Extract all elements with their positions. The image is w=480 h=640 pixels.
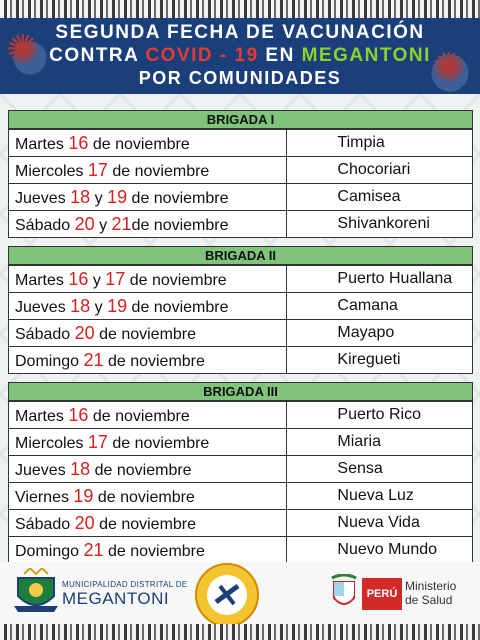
day-number: 17 <box>87 159 108 180</box>
table-row <box>9 293 473 320</box>
date-text: Martes <box>15 271 69 289</box>
day-number: 20 <box>74 322 95 343</box>
date-cell <box>9 456 287 483</box>
day-number: 19 <box>73 485 94 506</box>
table-row <box>9 537 473 564</box>
date-text: Domingo <box>15 352 84 370</box>
community-cell: Chocoriari <box>287 157 473 184</box>
table-row <box>9 483 473 510</box>
schedule-table <box>8 401 473 564</box>
table-row <box>9 184 473 211</box>
brigade-2-table <box>8 246 473 374</box>
date-cell <box>9 266 287 293</box>
peru-coat-of-arms-icon <box>330 574 358 612</box>
date-text: Martes <box>15 407 69 425</box>
date-cell <box>9 320 287 347</box>
ministerio-label <box>405 579 456 607</box>
brigade-1-table <box>8 110 473 238</box>
date-text: de noviembre <box>103 542 205 560</box>
diresa-cusco-seal-icon <box>194 562 260 628</box>
date-text: Miercoles <box>15 162 88 180</box>
brigade-title: BRIGADA II <box>8 246 473 265</box>
coronavirus-icon: ✺ <box>6 28 40 72</box>
peru-label: PERÚ <box>362 578 402 610</box>
date-text: de noviembre <box>127 189 229 207</box>
municipal-crest-icon <box>14 568 58 616</box>
day-number: 16 <box>68 404 89 425</box>
decorative-bottom-pattern <box>0 624 480 640</box>
date-text: de noviembre <box>88 135 190 153</box>
date-text: y <box>90 298 108 316</box>
date-cell <box>9 184 287 211</box>
ministerio-line2: de Salud <box>405 593 453 607</box>
date-text: y <box>94 216 112 234</box>
community-cell: Miaria <box>287 429 473 456</box>
community-cell: Nueva Vida <box>287 510 473 537</box>
header-title-line2: CONTRA COVID - 19 EN MEGANTONI <box>49 45 431 66</box>
community-cell: Sensa <box>287 456 473 483</box>
date-text: de noviembre <box>103 352 205 370</box>
date-text: de noviembre <box>107 434 210 452</box>
community-cell: Kiregueti <box>287 347 473 374</box>
day-number: 18 <box>70 458 91 479</box>
header-title-line3: POR COMUNIDADES <box>138 68 342 88</box>
date-text: de noviembre <box>94 325 197 343</box>
community-cell: Camana <box>287 293 473 320</box>
date-text: de noviembre <box>94 515 197 533</box>
date-text: y <box>88 271 106 289</box>
date-text: de noviembre <box>93 488 195 506</box>
community-cell: Shivankoreni <box>287 211 473 238</box>
date-text: de noviembre <box>127 298 229 316</box>
date-text: de noviembre <box>88 407 190 425</box>
covid-label: COVID - 19 <box>145 45 259 66</box>
date-cell <box>9 293 287 320</box>
community-cell: Nueva Luz <box>287 483 473 510</box>
brigade-3-table <box>8 382 473 564</box>
date-text: Jueves <box>15 298 71 316</box>
ministerio-line1: Ministerio <box>405 579 457 593</box>
date-text: de noviembre <box>90 461 192 479</box>
table-row <box>9 510 473 537</box>
day-number: 17 <box>87 431 108 452</box>
day-number: 19 <box>107 295 128 316</box>
header-title-line1: SEGUNDA FECHA DE VACUNACIÓN <box>55 22 425 43</box>
municipality-name <box>62 580 187 609</box>
day-number: 16 <box>68 268 89 289</box>
date-cell <box>9 429 287 456</box>
date-text: Martes <box>15 135 69 153</box>
decorative-top-pattern <box>0 0 480 18</box>
day-number: 16 <box>68 132 89 153</box>
table-row <box>9 157 473 184</box>
day-number: 21 <box>83 539 104 560</box>
date-text: de noviembre <box>131 216 229 234</box>
municipality-small-label: MUNICIPALIDAD DISTRITAL DE <box>62 580 188 589</box>
day-number: 21 <box>83 349 104 370</box>
table-row <box>9 266 473 293</box>
date-text: de noviembre <box>107 162 210 180</box>
date-text: Jueves <box>15 461 71 479</box>
day-number: 17 <box>105 268 126 289</box>
brigade-title: BRIGADA III <box>8 382 473 401</box>
table-row <box>9 211 473 238</box>
coronavirus-icon: ✺ <box>432 46 466 90</box>
day-number: 18 <box>70 295 91 316</box>
day-number: 20 <box>74 512 95 533</box>
date-text: Domingo <box>15 542 84 560</box>
megantoni-label: MEGANTONI <box>301 45 431 66</box>
day-number: 19 <box>107 186 128 207</box>
date-cell <box>9 402 287 429</box>
table-row <box>9 456 473 483</box>
date-text: y <box>90 189 108 207</box>
table-row <box>9 347 473 374</box>
date-text: Sábado <box>15 515 75 533</box>
table-row <box>9 402 473 429</box>
date-cell <box>9 157 287 184</box>
date-cell <box>9 483 287 510</box>
community-cell: Timpia <box>287 130 473 157</box>
community-cell: Mayapo <box>287 320 473 347</box>
date-cell <box>9 510 287 537</box>
community-cell: Nuevo Mundo <box>287 537 473 564</box>
municipality-big-label: MEGANTONI <box>62 589 170 608</box>
date-text: Viernes <box>15 488 74 506</box>
date-text: de noviembre <box>125 271 227 289</box>
date-text: Jueves <box>15 189 71 207</box>
date-cell <box>9 537 287 564</box>
table-row <box>9 429 473 456</box>
date-cell <box>9 211 287 238</box>
community-cell: Camisea <box>287 184 473 211</box>
table-row <box>9 130 473 157</box>
day-number: 20 <box>74 213 95 234</box>
table-row <box>9 320 473 347</box>
date-cell <box>9 347 287 374</box>
schedule-table <box>8 129 473 238</box>
date-text: Sábado <box>15 216 75 234</box>
community-cell: Puerto Rico <box>287 402 473 429</box>
day-number: 21 <box>111 213 132 234</box>
day-number: 18 <box>70 186 91 207</box>
community-cell: Puerto Huallana <box>287 266 473 293</box>
schedule-table <box>8 265 473 374</box>
brigade-title: BRIGADA I <box>8 110 473 129</box>
date-text: Miercoles <box>15 434 88 452</box>
date-cell <box>9 130 287 157</box>
date-text: Sábado <box>15 325 75 343</box>
